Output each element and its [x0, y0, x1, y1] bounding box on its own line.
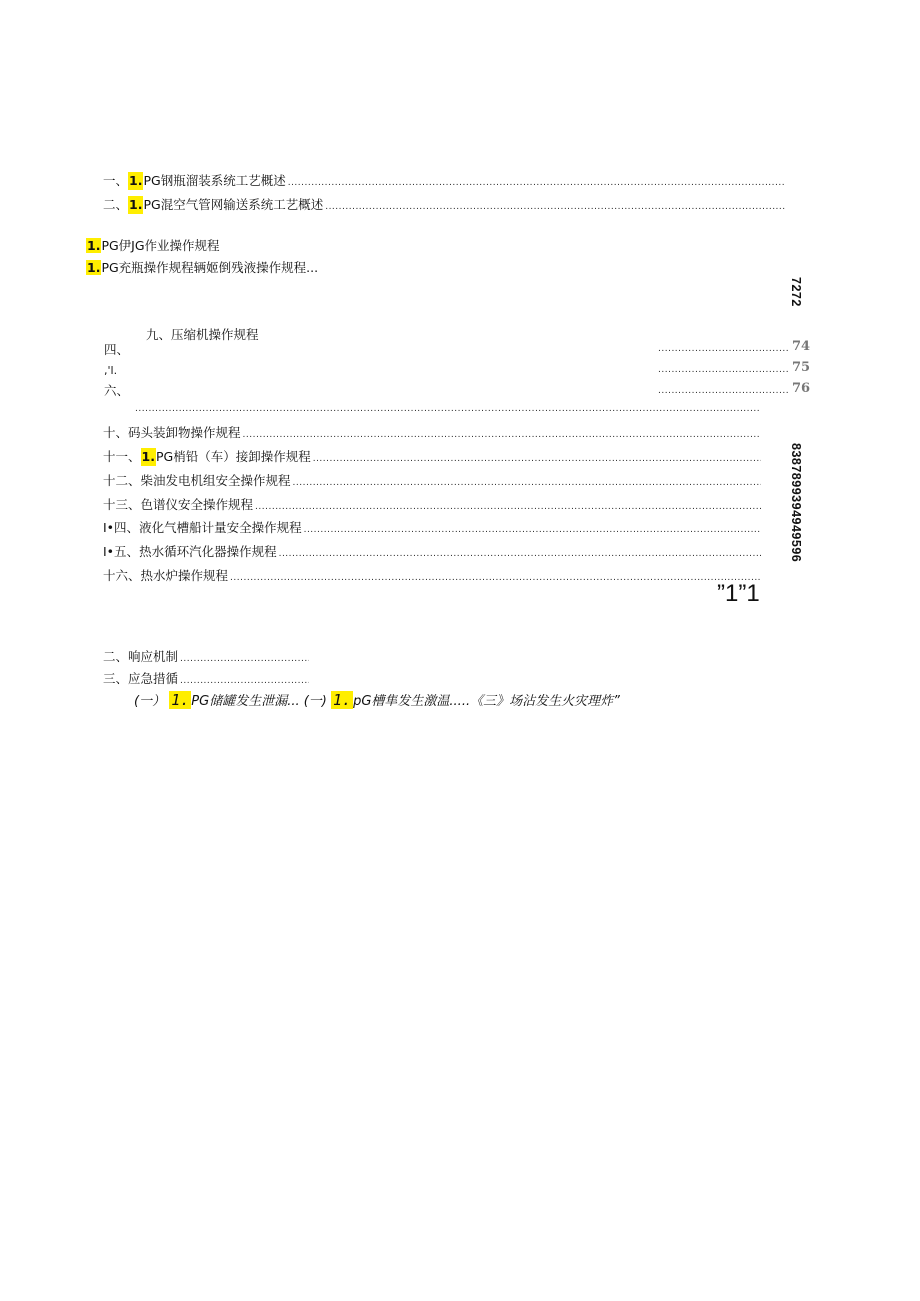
- toc-leader-dots: [288, 174, 785, 192]
- side-label-4: 四、: [104, 342, 130, 357]
- toc-row-10-prefix: 十、: [103, 425, 129, 440]
- toc-leader-dots: [325, 198, 785, 216]
- toc-row-14-title: 液化气槽船计量安全操作规程: [139, 520, 302, 535]
- compressor-title[interactable]: 九、压缩机操作规程: [146, 327, 259, 342]
- toc-row-13-prefix: 十三、: [103, 497, 141, 512]
- measures-prefix-2: (一): [303, 694, 327, 709]
- toc-row-11-highlight: 1.: [141, 449, 155, 464]
- toc-row-15-title: 热水循环汽化器操作规程: [139, 544, 277, 559]
- page-number-74: 74: [792, 339, 811, 354]
- toc-row-10-title: 码头装卸物操作规程: [128, 425, 241, 440]
- toc-row-1-prefix: 一、: [103, 173, 129, 188]
- toc-row-12-prefix: 十二、: [103, 473, 141, 488]
- toc-row-11-title: PG梢铅（车）接卸操作规程: [155, 449, 311, 464]
- emergency-row-measures-title: 应急措循: [128, 671, 179, 686]
- lpg-item-1-highlight: 1.: [87, 238, 101, 253]
- toc-leader-dots: [658, 344, 790, 354]
- toc-leader-dots: [255, 498, 761, 516]
- emergency-row-measures[interactable]: [103, 670, 309, 690]
- toc-row-2-prefix: 二、: [103, 197, 129, 212]
- toc-row-16-prefix: 十六、: [103, 568, 141, 583]
- vertical-page-numbers-b: 8387899394949596: [789, 443, 803, 563]
- measures-highlight-2: 1.: [333, 691, 352, 709]
- measures-prefix-1: (一）: [134, 694, 166, 709]
- toc-leader-dots: [243, 426, 761, 444]
- toc-row-12[interactable]: [103, 472, 761, 492]
- toc-row-2-highlight: 1.: [129, 197, 143, 212]
- toc-leader-dots: [230, 569, 761, 587]
- toc-row-15-prefix: I•五、: [103, 544, 140, 559]
- toc-leader-dots: [313, 450, 761, 468]
- measures-line[interactable]: [134, 690, 620, 712]
- lpg-item-2-highlight: 1.: [87, 260, 101, 275]
- emergency-row-response[interactable]: [103, 648, 309, 668]
- emergency-row-response-prefix: 二、: [103, 649, 129, 664]
- emergency-row-response-title: 响应机制: [128, 649, 179, 664]
- measures-text-2: pG槽隼发生激温.....《三》场沾发生火灾理炸”: [353, 694, 620, 709]
- toc-row-14[interactable]: [103, 519, 761, 539]
- lpg-item-2[interactable]: [86, 259, 318, 277]
- toc-leader-dots: [279, 545, 761, 563]
- vertical-page-numbers-a: 7272: [789, 277, 803, 307]
- toc-leader-dots: [658, 386, 790, 396]
- toc-row-10[interactable]: [103, 424, 761, 444]
- toc-leader-dots: [180, 650, 309, 668]
- toc-row-13[interactable]: [103, 496, 761, 516]
- toc-row-16[interactable]: [103, 567, 761, 587]
- toc-row-12-title: 柴油发电机组安全操作规程: [140, 473, 291, 488]
- toc-row-2-title: PG混空气管网输送系统工艺概述: [143, 197, 324, 212]
- measures-text-1: PG储罐发生泄漏...: [191, 694, 300, 709]
- toc-leader-dots: [293, 474, 761, 492]
- toc-row-14-prefix: I•四、: [103, 520, 140, 535]
- page-mark: ”1”1: [717, 580, 760, 607]
- page-number-75: 75: [792, 360, 811, 375]
- lpg-item-2-title: PG充瓶操作规程辆姬倒残液操作规程...: [101, 260, 319, 275]
- toc-row-1-highlight: 1.: [129, 173, 143, 188]
- toc-row-11[interactable]: [103, 448, 761, 468]
- measures-highlight-1: 1.: [171, 691, 190, 709]
- toc-leader-dots: [658, 365, 790, 375]
- toc-row-11-prefix: 十一、: [103, 449, 141, 464]
- toc-leader-dots: [135, 404, 761, 414]
- toc-row-1[interactable]: [103, 172, 785, 192]
- toc-row-16-title: 热水炉操作规程: [140, 568, 229, 583]
- toc-row-2[interactable]: [103, 196, 785, 216]
- toc-row-13-title: 色谱仪安全操作规程: [140, 497, 254, 512]
- toc-row-1-title: PG钢瓶溜装系统工艺概述: [143, 173, 286, 188]
- lpg-item-1-title: PG伊JG作业操作规程: [101, 238, 220, 253]
- lpg-item-1[interactable]: [86, 237, 220, 255]
- toc-row-15[interactable]: [103, 543, 761, 563]
- toc-leader-dots: [304, 521, 761, 539]
- emergency-row-measures-prefix: 三、: [103, 671, 129, 686]
- page-number-76: 76: [792, 381, 811, 396]
- side-label-6: 六、: [104, 383, 130, 398]
- side-label-5: ,'l.: [104, 364, 118, 377]
- toc-leader-dots: [180, 672, 309, 690]
